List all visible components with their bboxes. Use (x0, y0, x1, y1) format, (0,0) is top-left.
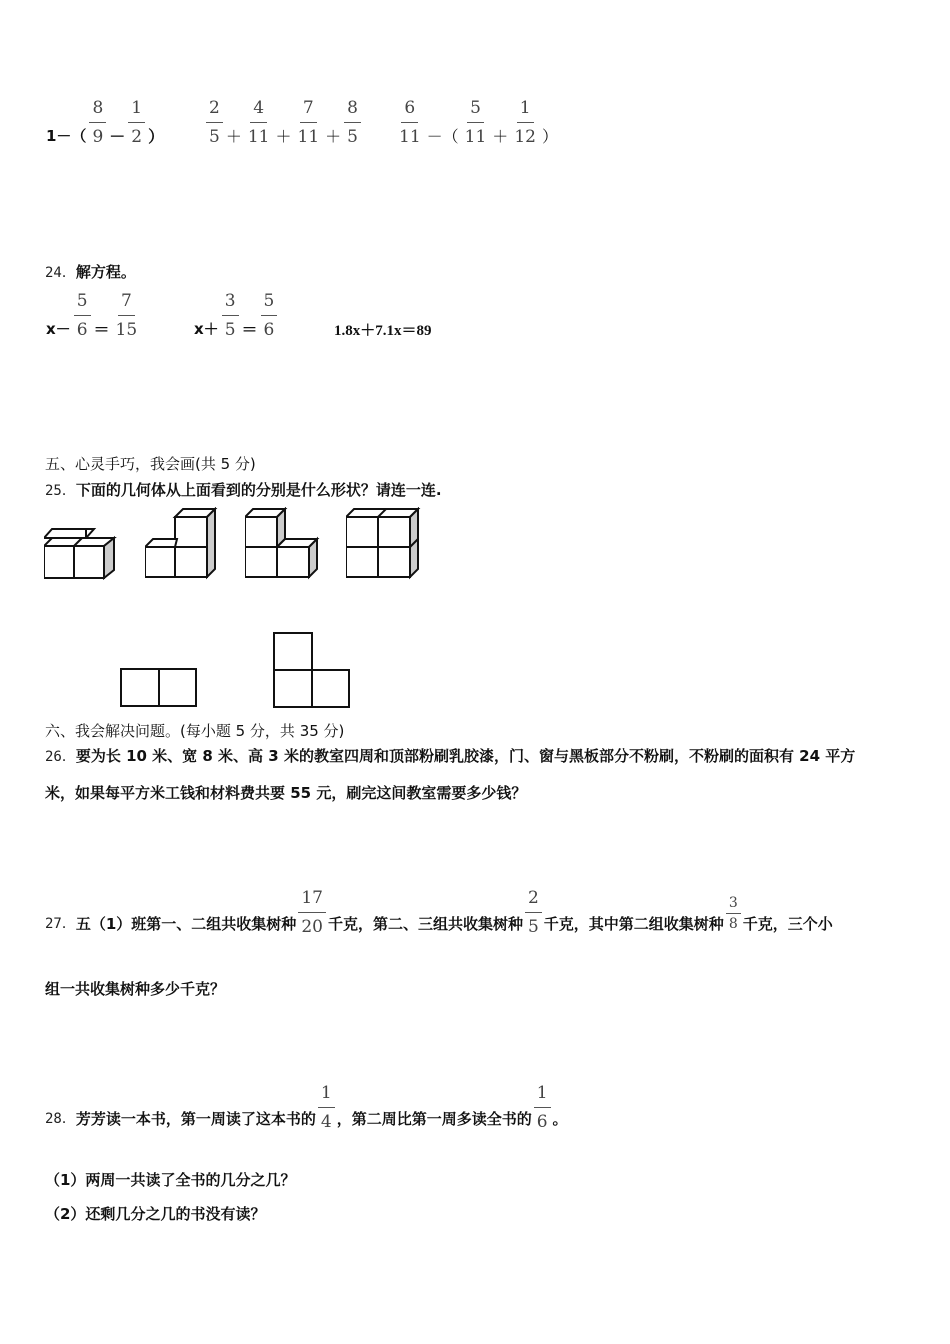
question-title: 解方程。 (75, 263, 136, 281)
question-number: 27． (45, 916, 76, 932)
fraction: $\frac{3}{8}$ (726, 896, 741, 931)
fraction: $\frac{17}{20}$ (298, 890, 326, 936)
question-26-line-1 (45, 745, 855, 766)
operator: ＋ (225, 126, 242, 146)
question-text: 。 (552, 1109, 568, 1128)
fraction: $\frac{5}{6}$ (261, 293, 278, 339)
section-6-title: 六、我会解决问题。(每小题 5 分，共 35 分) (45, 722, 345, 740)
question-27-line-1 (45, 890, 833, 936)
cube-figure-1 (44, 526, 118, 580)
fraction: $\frac{5}{11}$ (464, 98, 487, 147)
operator: ） (541, 126, 558, 146)
question-28-sub-1: （1）两周一共读了全书的几分之几？ (45, 1171, 296, 1189)
question-text: 五（1）班第一、二组共收集树种 (75, 914, 297, 933)
expr1-prefix: 1－（ (46, 126, 87, 145)
top-view-shape-1-svg (120, 668, 198, 708)
expression-2 (204, 100, 363, 146)
cube-figure-4 (346, 507, 422, 581)
fraction: $\frac{1}{4}$ (318, 1085, 335, 1131)
operator: ） (148, 126, 165, 146)
fraction: $\frac{7}{15}$ (115, 291, 138, 340)
fraction: $\frac{4}{11}$ (247, 98, 270, 147)
equation-2 (193, 293, 279, 339)
fraction: $\frac{1}{6}$ (534, 1085, 551, 1131)
question-text: 要为长 10 米、宽 8 米、高 3 米的教室四周和顶部粉刷乳胶漆，门、窗与黑板部分不粉刷，不粉刷的面积有 24 平方 (75, 747, 856, 765)
operator: ＝ (241, 319, 258, 339)
question-text: 千克，其中第二组收集树种 (543, 914, 724, 933)
top-view-shape-2 (273, 632, 351, 708)
cube-figure-3 (245, 507, 321, 581)
fraction: $\frac{8}{5}$ (344, 100, 361, 146)
operator: ＋ (275, 126, 292, 146)
question-number: 28． (45, 1111, 76, 1127)
question-text: 千克，第二、三组共收集树种 (327, 914, 523, 933)
question-number: 24． (45, 265, 76, 281)
fraction: $\frac{1}{12}$ (514, 98, 536, 147)
question-text: ，第二周比第一周多读全书的 (336, 1109, 532, 1128)
question-28-sub-2: （2）还剩几分之几的书没有读？ (45, 1205, 266, 1223)
question-27-line-2: 组一共收集树种多少千克？ (45, 980, 226, 998)
cube-figure-3-svg (245, 507, 321, 581)
top-view-shape-2-svg (273, 632, 351, 708)
cube-figure-4-svg (346, 507, 422, 581)
question-25 (45, 479, 442, 500)
question-text: 下面的几何体从上面看到的分别是什么形状？请连一连. (75, 481, 442, 499)
top-view-shape-1 (120, 668, 198, 708)
fraction: $\frac{6}{11}$ (399, 98, 421, 147)
equation-1 (45, 293, 142, 339)
cube-figure-2-svg (145, 507, 219, 581)
question-text: 千克，三个小 (742, 914, 833, 933)
fraction: $\frac{3}{5}$ (222, 293, 239, 339)
fraction: $\frac{7}{11}$ (297, 98, 320, 147)
question-text: 芳芳读一本书，第一周读了这本书的 (75, 1109, 316, 1128)
question-number: 25． (45, 483, 76, 499)
expression-1 (45, 100, 165, 146)
section-5-title: 五、心灵手巧，我会画(共 5 分) (45, 455, 256, 473)
question-number: 26． (45, 749, 76, 765)
equation-prefix: x－ (46, 319, 71, 338)
operator: ＝ (93, 319, 110, 339)
fraction: $\frac{2}{5}$ (525, 890, 542, 936)
equation-3: 1.8x＋7.1x＝89 (334, 323, 432, 339)
operator: －（ (426, 126, 459, 146)
fraction: $\frac{2}{5}$ (206, 100, 223, 146)
fraction: $\frac{1}{2}$ (128, 100, 145, 146)
cube-figure-1-svg (44, 526, 118, 580)
fraction: $\frac{5}{6}$ (74, 293, 91, 339)
question-24-heading (45, 261, 136, 282)
equation-prefix: x＋ (194, 319, 219, 338)
question-28-line-1 (45, 1085, 568, 1131)
fraction: $\frac{8}{9}$ (89, 100, 106, 146)
operator: ＋ (492, 126, 509, 146)
cube-figure-2 (145, 507, 219, 581)
expression-3 (394, 100, 559, 146)
operator: － (109, 126, 126, 146)
question-26-line-2: 米，如果每平方米工钱和材料费共要 55 元，刷完这间教室需要多少钱？ (45, 784, 527, 802)
operator: ＋ (325, 126, 342, 146)
